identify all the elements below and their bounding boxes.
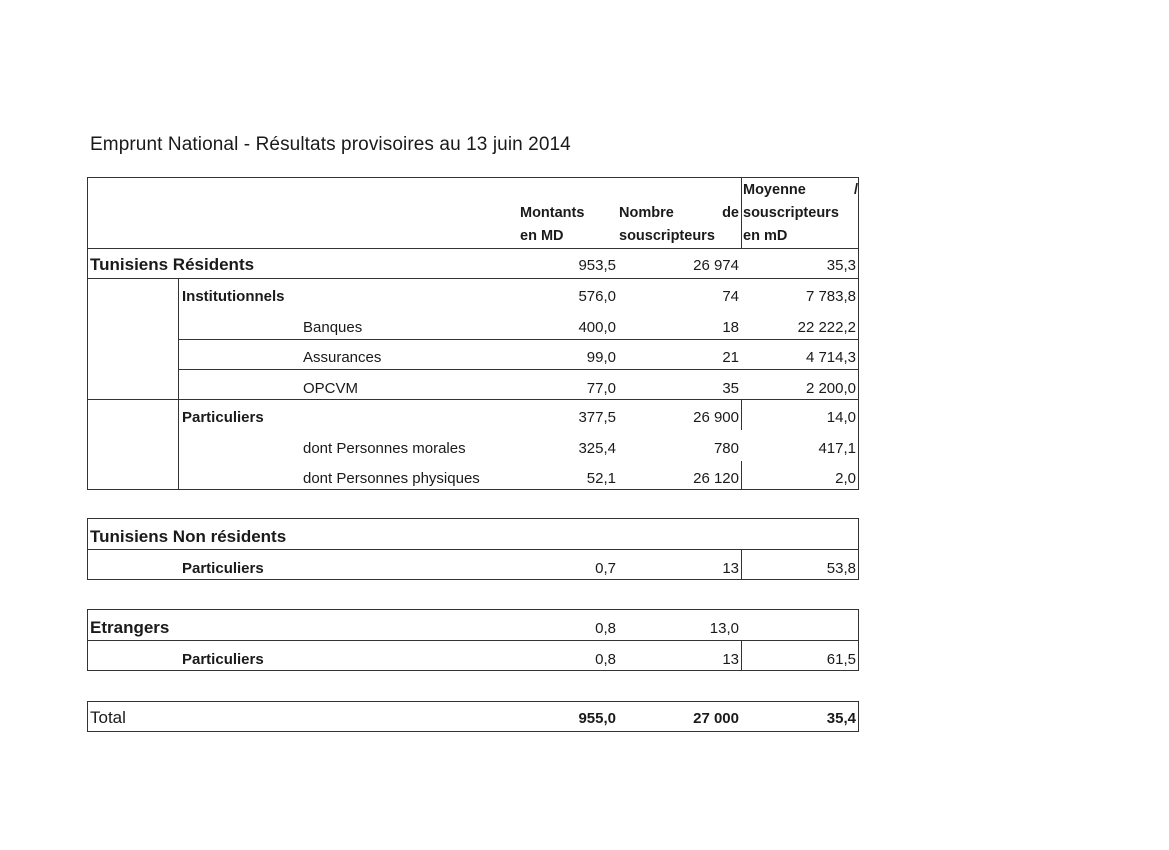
assurances-montant: 99,0 <box>586 349 616 366</box>
non-residents-particuliers-label: Particuliers <box>182 560 264 577</box>
etrangers-particuliers-nombre: 13 <box>722 651 739 668</box>
header-nombre <box>619 202 739 248</box>
particuliers-nombre: 26 900 <box>693 409 739 426</box>
non-residents-moyenne: 53,8 <box>826 560 856 577</box>
header-moyenne-line2: souscripteurs <box>743 205 839 221</box>
morales-nombre: 780 <box>713 440 739 457</box>
header-moyenne <box>743 179 858 248</box>
institutionnels-label: Institutionnels <box>182 288 285 305</box>
page-title: Emprunt National - Résultats provisoires au 13 juin 2014 <box>90 134 571 155</box>
non-residents-label: Tunisiens Non résidents <box>90 527 287 546</box>
physiques-montant: 52,1 <box>586 470 616 487</box>
physiques-nombre: 26 120 <box>693 470 739 487</box>
non-residents-nombre: 13 <box>722 560 739 577</box>
header-nombre-line2: souscripteurs <box>619 228 715 244</box>
header-montants-line1: Montants <box>520 205 585 221</box>
header-montants <box>520 202 584 248</box>
total-montant: 955,0 <box>578 710 616 727</box>
morales-moyenne: 417,1 <box>818 440 856 457</box>
institutionnels-montant: 576,0 <box>578 288 616 305</box>
table-total <box>87 701 859 732</box>
etrangers-particuliers-montant: 0,8 <box>595 651 616 668</box>
assurances-label: Assurances <box>303 349 382 366</box>
particuliers-montant: 377,5 <box>578 409 616 426</box>
residents-nombre: 26 974 <box>693 257 739 274</box>
residents-moyenne: 35,3 <box>826 257 856 274</box>
institutionnels-moyenne: 7 783,8 <box>805 288 856 305</box>
morales-label: dont Personnes morales <box>303 440 466 457</box>
residents-label: Tunisiens Résidents <box>90 255 255 274</box>
header-moyenne-line3: en mD <box>743 228 788 244</box>
banques-moyenne: 22 222,2 <box>797 319 856 336</box>
total-moyenne: 35,4 <box>826 710 856 727</box>
morales-montant: 325,4 <box>578 440 616 457</box>
institutionnels-nombre: 74 <box>722 288 739 305</box>
opcvm-moyenne: 2 200,0 <box>805 380 856 397</box>
particuliers-label: Particuliers <box>182 409 264 426</box>
header-moyenne-line1a: Moyenne <box>743 182 806 198</box>
table-residents <box>87 177 859 490</box>
header-montants-line2: en MD <box>520 228 564 244</box>
etrangers-particuliers-moyenne: 61,5 <box>826 651 856 668</box>
table-etrangers <box>87 609 859 671</box>
banques-montant: 400,0 <box>578 319 616 336</box>
etrangers-montant: 0,8 <box>595 620 616 637</box>
opcvm-montant: 77,0 <box>586 380 616 397</box>
etrangers-particuliers-label: Particuliers <box>182 651 264 668</box>
opcvm-nombre: 35 <box>722 380 739 397</box>
header-nombre-line1a: Nombre <box>619 205 674 221</box>
particuliers-moyenne: 14,0 <box>826 409 856 426</box>
physiques-label: dont Personnes physiques <box>303 470 480 487</box>
table-non-residents <box>87 518 859 580</box>
non-residents-montant: 0,7 <box>595 560 616 577</box>
banques-nombre: 18 <box>722 319 739 336</box>
total-nombre: 27 000 <box>693 710 739 727</box>
header-nombre-line1b: de <box>722 205 739 221</box>
total-label: Total <box>90 708 126 727</box>
banques-label: Banques <box>303 319 363 336</box>
assurances-nombre: 21 <box>722 349 739 366</box>
physiques-moyenne: 2,0 <box>835 470 856 487</box>
etrangers-label: Etrangers <box>90 618 170 637</box>
etrangers-nombre: 13,0 <box>709 620 739 637</box>
header-moyenne-line1b: / <box>853 182 858 198</box>
opcvm-label: OPCVM <box>303 380 359 397</box>
residents-montant: 953,5 <box>578 257 616 274</box>
assurances-moyenne: 4 714,3 <box>805 349 856 366</box>
